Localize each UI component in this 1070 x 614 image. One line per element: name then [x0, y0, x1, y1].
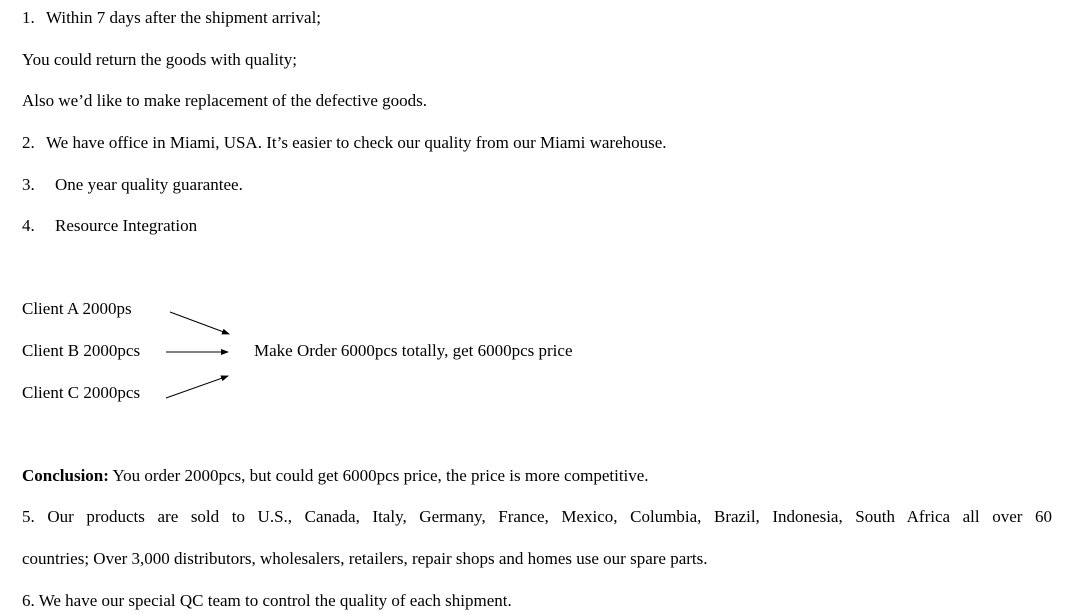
item-6: 6. We have our special QC team to control the quality of each shipment. — [22, 591, 512, 610]
client-c-label: Client C 2000pcs — [22, 383, 141, 402]
item-1 — [22, 8, 321, 28]
item-5-line-1: 5. Our products are sold to U.S., Canada, Italy, Germany, France, Mexico, Columbia, Brazil, Indonesia, South Africa all over 60 — [22, 507, 1052, 526]
item-2 — [22, 133, 667, 153]
item-4-number: 4. — [22, 216, 35, 235]
combined-order-label: Make Order 6000pcs totally, get 6000pcs price — [254, 341, 573, 360]
item-1-line-3: Also we’d like to make replacement of the defective goods. — [22, 91, 428, 110]
conclusion-text: You order 2000pcs, but could get 6000pcs price, the price is more competitive. — [108, 466, 649, 485]
item-2-number: 2. — [22, 133, 35, 152]
item-2-text: We have office in Miami, USA. It’s easier to check our quality from our Miami warehouse. — [46, 133, 667, 152]
arrow-client-a — [170, 312, 229, 334]
item-4-text: Resource Integration — [55, 216, 198, 235]
client-b-label: Client B 2000pcs — [22, 341, 141, 360]
item-1-text: Within 7 days after the shipment arrival; — [46, 8, 322, 27]
item-3-number: 3. — [22, 175, 35, 194]
conclusion-label: Conclusion: — [22, 466, 109, 485]
arrow-client-c — [166, 376, 228, 398]
item-1-line-2: You could return the goods with quality; — [22, 50, 297, 69]
conclusion — [22, 466, 649, 486]
item-3 — [22, 175, 243, 195]
item-1-number: 1. — [22, 8, 35, 27]
client-a-label: Client A 2000ps — [22, 299, 132, 318]
item-3-text: One year quality guarantee. — [55, 175, 243, 194]
item-4 — [22, 216, 197, 236]
item-5-line-2: countries; Over 3,000 distributors, wholesalers, retailers, repair shops and homes use our spare parts. — [22, 549, 708, 568]
